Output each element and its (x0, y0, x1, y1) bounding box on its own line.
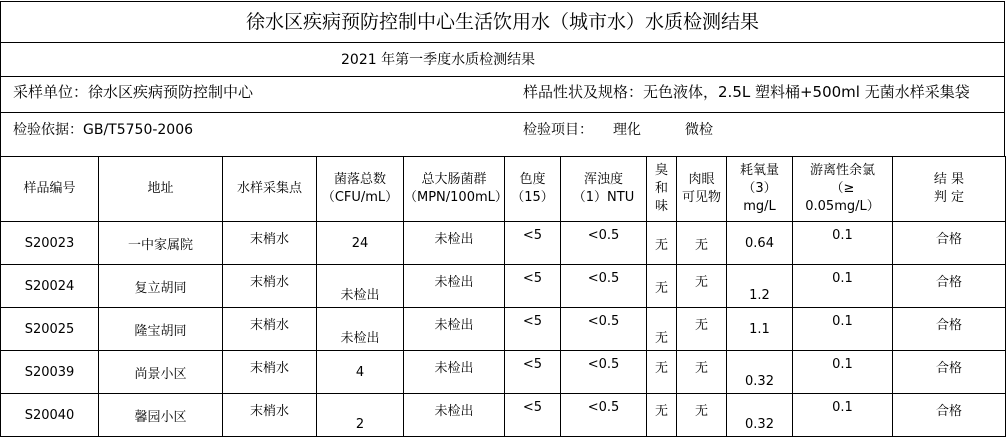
cell-address: 尚景小区 (99, 351, 223, 394)
info-row-1 (0, 76, 1005, 112)
sampling-unit: 采样单位：徐水区疾病预防控制中心 (13, 83, 254, 101)
header-collection-point: 水样采集点 (223, 157, 317, 222)
cell-turbidity: <0.5 (561, 265, 647, 308)
cell-sample-id: S20024 (1, 265, 99, 308)
cell-total-coliform: 未检出 (404, 351, 505, 394)
cell-result: 合格 (893, 308, 1006, 351)
cell-visible-matter: 无 (677, 265, 727, 308)
header-chroma: 色度 （15） (505, 157, 561, 222)
report-subtitle (0, 42, 1005, 76)
table-row (1, 222, 1006, 265)
info-row-2 (0, 112, 1005, 156)
cell-sample-id: S20025 (1, 308, 99, 351)
cell-colony-count: 未检出 (317, 308, 404, 351)
cell-address: 复立胡同 (99, 265, 223, 308)
table-row (1, 394, 1006, 437)
cell-chroma: <5 (505, 394, 561, 437)
cell-free-chlorine: 0.1 (793, 351, 893, 394)
cell-chroma: <5 (505, 222, 561, 265)
table-row (1, 351, 1006, 394)
table-header-row (1, 157, 1006, 222)
cell-odor: 无 (647, 394, 677, 437)
cell-collection-point: 末梢水 (223, 308, 317, 351)
header-oxygen-consumption: 耗氧量 （3）mg/L (727, 157, 793, 222)
cell-odor: 无 (647, 222, 677, 265)
cell-oxygen-consumption: 0.32 (727, 351, 793, 394)
cell-chroma: <5 (505, 265, 561, 308)
cell-total-coliform: 未检出 (404, 308, 505, 351)
cell-free-chlorine: 0.1 (793, 394, 893, 437)
cell-turbidity: <0.5 (561, 222, 647, 265)
cell-sample-id: S20023 (1, 222, 99, 265)
cell-collection-point: 末梢水 (223, 351, 317, 394)
cell-visible-matter: 无 (677, 308, 727, 351)
header-odor: 臭 和 味 (647, 157, 677, 222)
cell-sample-id: S20040 (1, 394, 99, 437)
cell-colony-count: 24 (317, 222, 404, 265)
cell-result: 合格 (893, 222, 1006, 265)
cell-turbidity: <0.5 (561, 308, 647, 351)
cell-chroma: <5 (505, 308, 561, 351)
cell-collection-point: 末梢水 (223, 394, 317, 437)
cell-colony-count: 4 (317, 351, 404, 394)
cell-address: 隆宝胡同 (99, 308, 223, 351)
cell-total-coliform: 未检出 (404, 394, 505, 437)
cell-sample-id: S20039 (1, 351, 99, 394)
cell-free-chlorine: 0.1 (793, 265, 893, 308)
cell-chroma: <5 (505, 351, 561, 394)
cell-collection-point: 末梢水 (223, 265, 317, 308)
header-address: 地址 (99, 157, 223, 222)
header-total-coliform: 总大肠菌群 （MPN/100mL） (404, 157, 505, 222)
cell-address: 馨园小区 (99, 394, 223, 437)
test-item-physchem: 理化 (613, 122, 641, 138)
cell-colony-count: 未检出 (317, 265, 404, 308)
cell-visible-matter: 无 (677, 351, 727, 394)
header-sample-id: 样品编号 (1, 157, 99, 222)
cell-visible-matter: 无 (677, 222, 727, 265)
test-basis: 检验依据：GB/T5750-2006 (13, 122, 194, 138)
cell-result: 合格 (893, 394, 1006, 437)
cell-odor: 无 (647, 308, 677, 351)
cell-turbidity: <0.5 (561, 394, 647, 437)
cell-oxygen-consumption: 0.64 (727, 222, 793, 265)
cell-free-chlorine: 0.1 (793, 222, 893, 265)
header-colony-count: 菌落总数 （CFU/mL） (317, 157, 404, 222)
cell-colony-count: 2 (317, 394, 404, 437)
cell-oxygen-consumption: 1.2 (727, 265, 793, 308)
header-result: 结 果 判 定 (893, 157, 1006, 222)
table-row (1, 308, 1006, 351)
cell-total-coliform: 未检出 (404, 222, 505, 265)
subtitle-text: 2021 年第一季度水质检测结果 (341, 52, 536, 68)
cell-odor: 无 (647, 351, 677, 394)
cell-odor: 无 (647, 265, 677, 308)
cell-oxygen-consumption: 1.1 (727, 308, 793, 351)
sample-spec: 样品性状及规格：无色液体，2.5L 塑料桶+500ml 无菌水样采集袋 (523, 83, 970, 101)
cell-free-chlorine: 0.1 (793, 308, 893, 351)
cell-result: 合格 (893, 265, 1006, 308)
test-items-label: 检验项目： (523, 122, 593, 138)
cell-total-coliform: 未检出 (404, 265, 505, 308)
cell-address: 一中家属院 (99, 222, 223, 265)
cell-result: 合格 (893, 351, 1006, 394)
cell-collection-point: 末梢水 (223, 222, 317, 265)
results-table (0, 156, 1006, 437)
report-title: 徐水区疾病预防控制中心生活饮用水（城市水）水质检测结果 (0, 1, 1005, 42)
cell-turbidity: <0.5 (561, 351, 647, 394)
table-row (1, 265, 1006, 308)
cell-oxygen-consumption: 0.32 (727, 394, 793, 437)
header-visible-matter: 肉眼 可见物 (677, 157, 727, 222)
test-item-micro: 微检 (685, 122, 713, 138)
header-turbidity: 浑浊度 （1）NTU (561, 157, 647, 222)
header-free-chlorine: 游离性余氯 （≥ 0.05mg/L） (793, 157, 893, 222)
cell-visible-matter: 无 (677, 394, 727, 437)
